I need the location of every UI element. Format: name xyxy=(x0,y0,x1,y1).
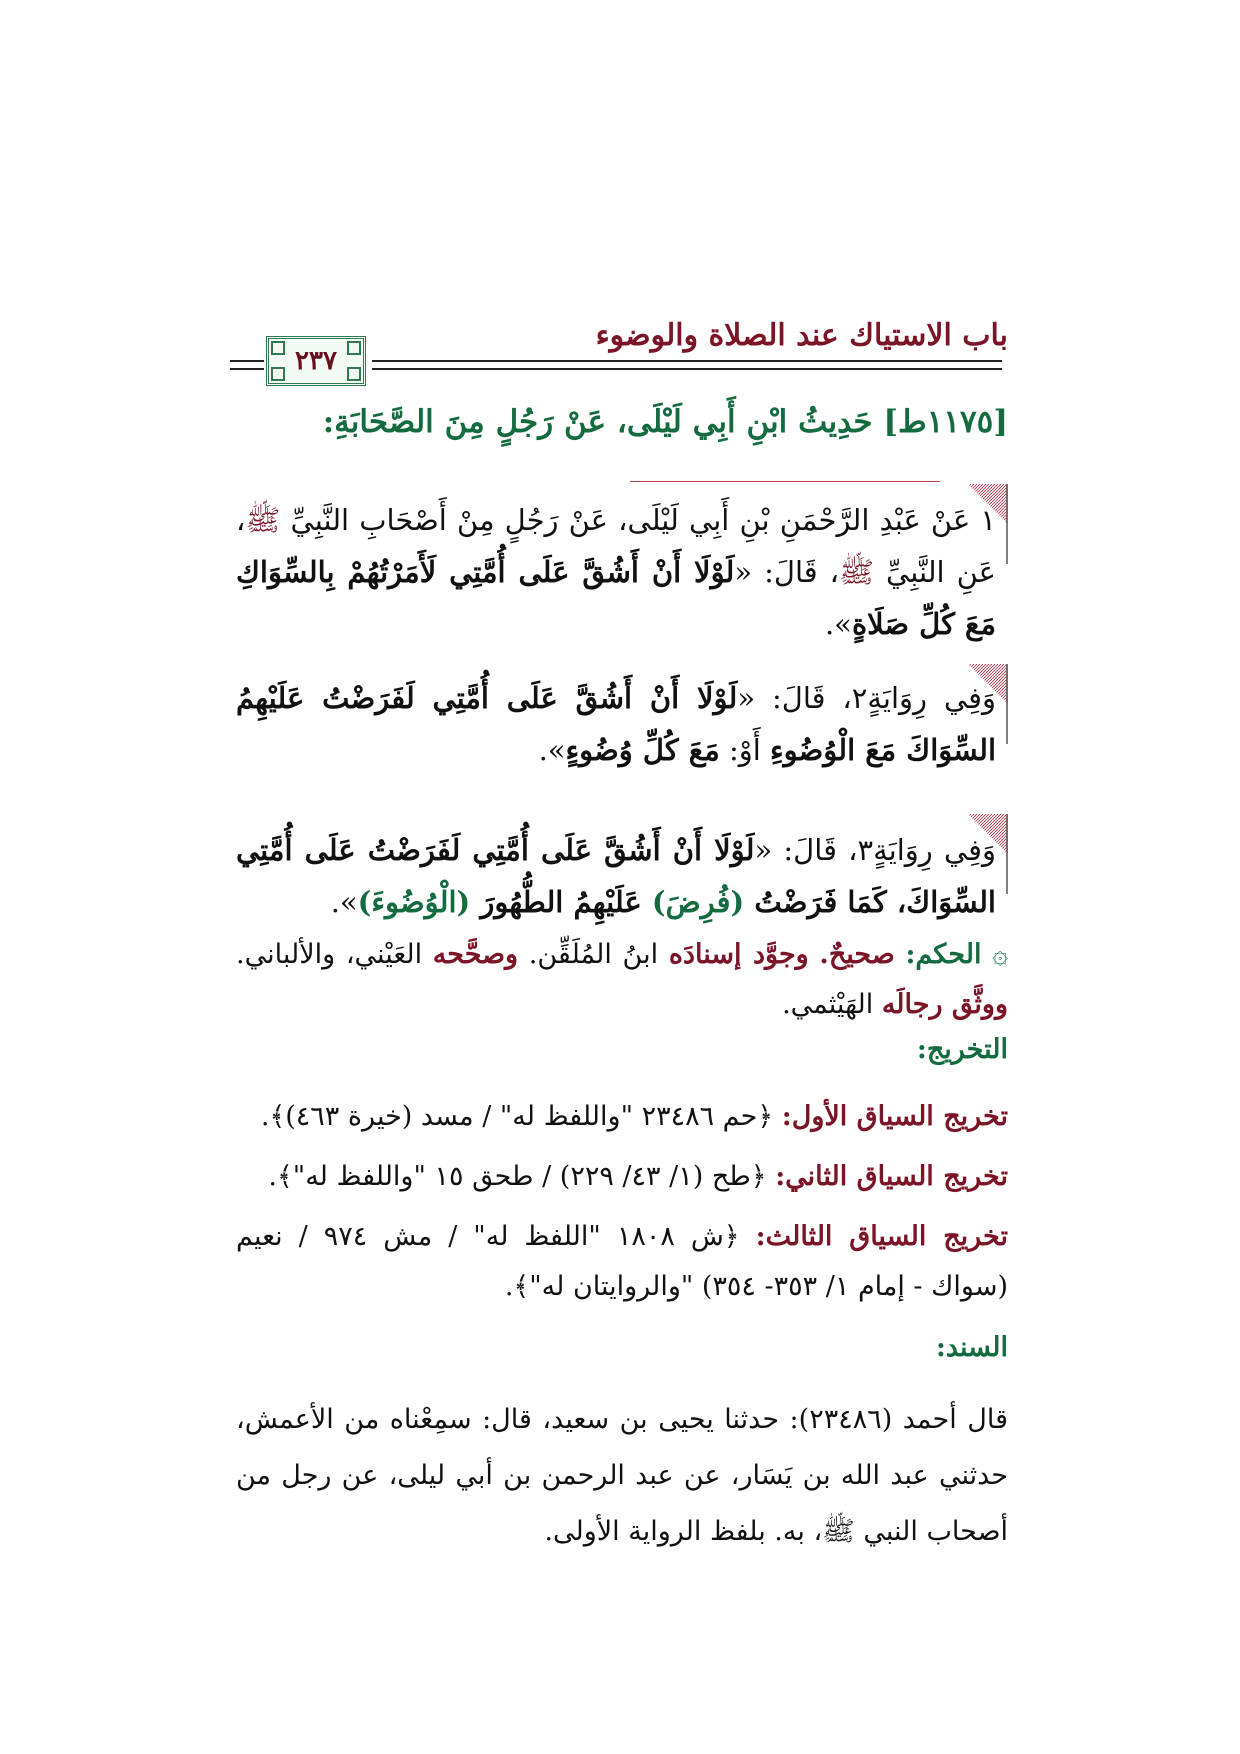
prophetic-quote: لَوْلَا أَنْ أَشُقَّ عَلَى أُمَّتِي لَفَرَضْتُ عَلَى أُمَّتِي السِّوَاكَ، كَمَا فَرَضْتُ xyxy=(236,833,996,919)
prophetic-quote: لَوْلَا أَنْ أَشُقَّ عَلَى أُمَّتِي لَفَرَضْتُ عَلَيْهِمُ السِّوَاكَ مَعَ الْوُضُوءِ xyxy=(236,681,996,767)
prophetic-quote: عَلَيْهِمُ الطُّهُورَ xyxy=(470,885,652,919)
ruling-grade: صحيحٌ. xyxy=(819,939,895,970)
takhrij-label: تخريج السياق الثالث: xyxy=(755,1221,1009,1252)
salutation-glyph: ﷺ xyxy=(839,555,875,589)
narration-text: قَالَ: « xyxy=(737,681,826,715)
ruling-term: وجوَّد إسنادَه xyxy=(668,939,809,970)
narration-text: ». xyxy=(538,733,566,767)
narration-text: وَفِي رِوَايَةٍ٣، xyxy=(836,833,996,867)
sanad-text xyxy=(236,1392,1008,1560)
ruling-scholar: العَيْني، والألباني. xyxy=(236,939,433,970)
salutation-glyph: ﷺ xyxy=(822,1516,855,1547)
ruling-scholar: ابنُ المُلَقِّن. xyxy=(518,939,669,970)
ornament-icon xyxy=(271,341,285,355)
narration-1 xyxy=(236,494,1008,650)
narration-text: ». xyxy=(330,885,358,919)
salutation-glyph: ﷺ xyxy=(245,503,281,537)
takhrij-item xyxy=(236,1212,1008,1312)
ornament-icon xyxy=(347,367,361,381)
sanad-heading: السند: xyxy=(935,1332,1008,1363)
narration-text: ، عَنِ النَّبِيِّ xyxy=(236,503,996,589)
narration-text: ١ عَنْ عَبْدِ الرَّحْمَنِ بْنِ أَبِي لَيْلَى، عَنْ رَجُلٍ مِنْ أَصْحَابِ النَّبِيِّ xyxy=(280,503,996,537)
narration-2 xyxy=(236,672,1008,776)
sanad-body: قال أحمد (٢٣٤٨٦): حدثنا يحيى بن سعيد، قال: سمِعْناه من الأعمش، حدثني عبد الله بن يَسَار، عن عبد الرحمن بن أبي ليلى، عن رجل من أصحاب النبي xyxy=(236,1404,1008,1547)
header-rule xyxy=(372,368,1002,370)
narration-text: ». xyxy=(824,607,852,641)
ornament-icon xyxy=(271,367,285,381)
page-number: ٢٣٧ xyxy=(295,346,337,376)
takhrij-text: ﴿طح (١/ ٤٣/ ٢٢٩) / طحق ١٥ "واللفظ له"﴾. xyxy=(268,1161,776,1192)
hadith-heading: [١١٧٥ط] حَدِيثُ ابْنِ أَبِي لَيْلَى، عَنْ رَجُلٍ مِنَ الصَّحَابَةِ: xyxy=(322,404,1008,440)
ruling-label: الحكم: xyxy=(905,939,982,970)
narration-text: ، قَالَ: « xyxy=(734,555,840,589)
chapter-title: باب الاستياك عند الصلاة والوضوء xyxy=(595,318,1008,353)
takhrij-text: ﴿ش ١٨٠٨ "اللفظ له" / مش ٩٧٤ / نعيم (سواك - إمام ١/ ٣٥٣- ٣٥٤) "والروايتان له"﴾. xyxy=(236,1221,1008,1302)
takhrij-label: تخريج السياق الأول: xyxy=(781,1101,1008,1132)
ornament-icon xyxy=(347,341,361,355)
takhrij-item xyxy=(236,1152,1008,1202)
narration-text: وَفِي رِوَايَةٍ٢، xyxy=(825,681,996,715)
ruling-term: ووثَّق رجالَه xyxy=(881,989,1008,1020)
takhrij-heading: التخريج: xyxy=(916,1034,1008,1065)
sanad-body: ، به. بلفظ الرواية الأولى. xyxy=(544,1516,823,1547)
header-rule xyxy=(372,360,1002,362)
header-rule xyxy=(230,368,264,370)
takhrij-item xyxy=(236,1092,1008,1142)
prophetic-quote: مَعَ كُلِّ وُضُوءٍ xyxy=(565,733,720,767)
ruling-scholar: الهَيْثمي. xyxy=(782,989,882,1020)
narration-3 xyxy=(236,824,1008,928)
decorative-line xyxy=(630,481,940,482)
narration-text: أَوْ: xyxy=(719,733,771,767)
ruling-term: وصحَّحه xyxy=(432,939,519,970)
ruling xyxy=(236,930,1008,1030)
takhrij-text: ﴿حم ٢٣٤٨٦ "واللفظ له" / مسد (خيرة ٤٦٣)﴾. xyxy=(260,1101,782,1132)
page-number-badge xyxy=(266,336,366,386)
variant-reading: (الْوُضُوءَ) xyxy=(357,885,471,919)
narration-text: قَالَ: « xyxy=(754,833,837,867)
variant-reading: (فُرِضَ) xyxy=(651,885,745,919)
prophetic-quote: لَوْلَا أَنْ أَشُقَّ عَلَى أُمَّتِي لَأَمَرْتُهُمْ بِالسِّوَاكِ مَعَ كُلِّ صَلَاةٍ xyxy=(236,555,996,641)
flower-icon: ۞ xyxy=(992,939,1009,970)
header-rule xyxy=(230,360,264,362)
takhrij-label: تخريج السياق الثاني: xyxy=(775,1161,1008,1192)
